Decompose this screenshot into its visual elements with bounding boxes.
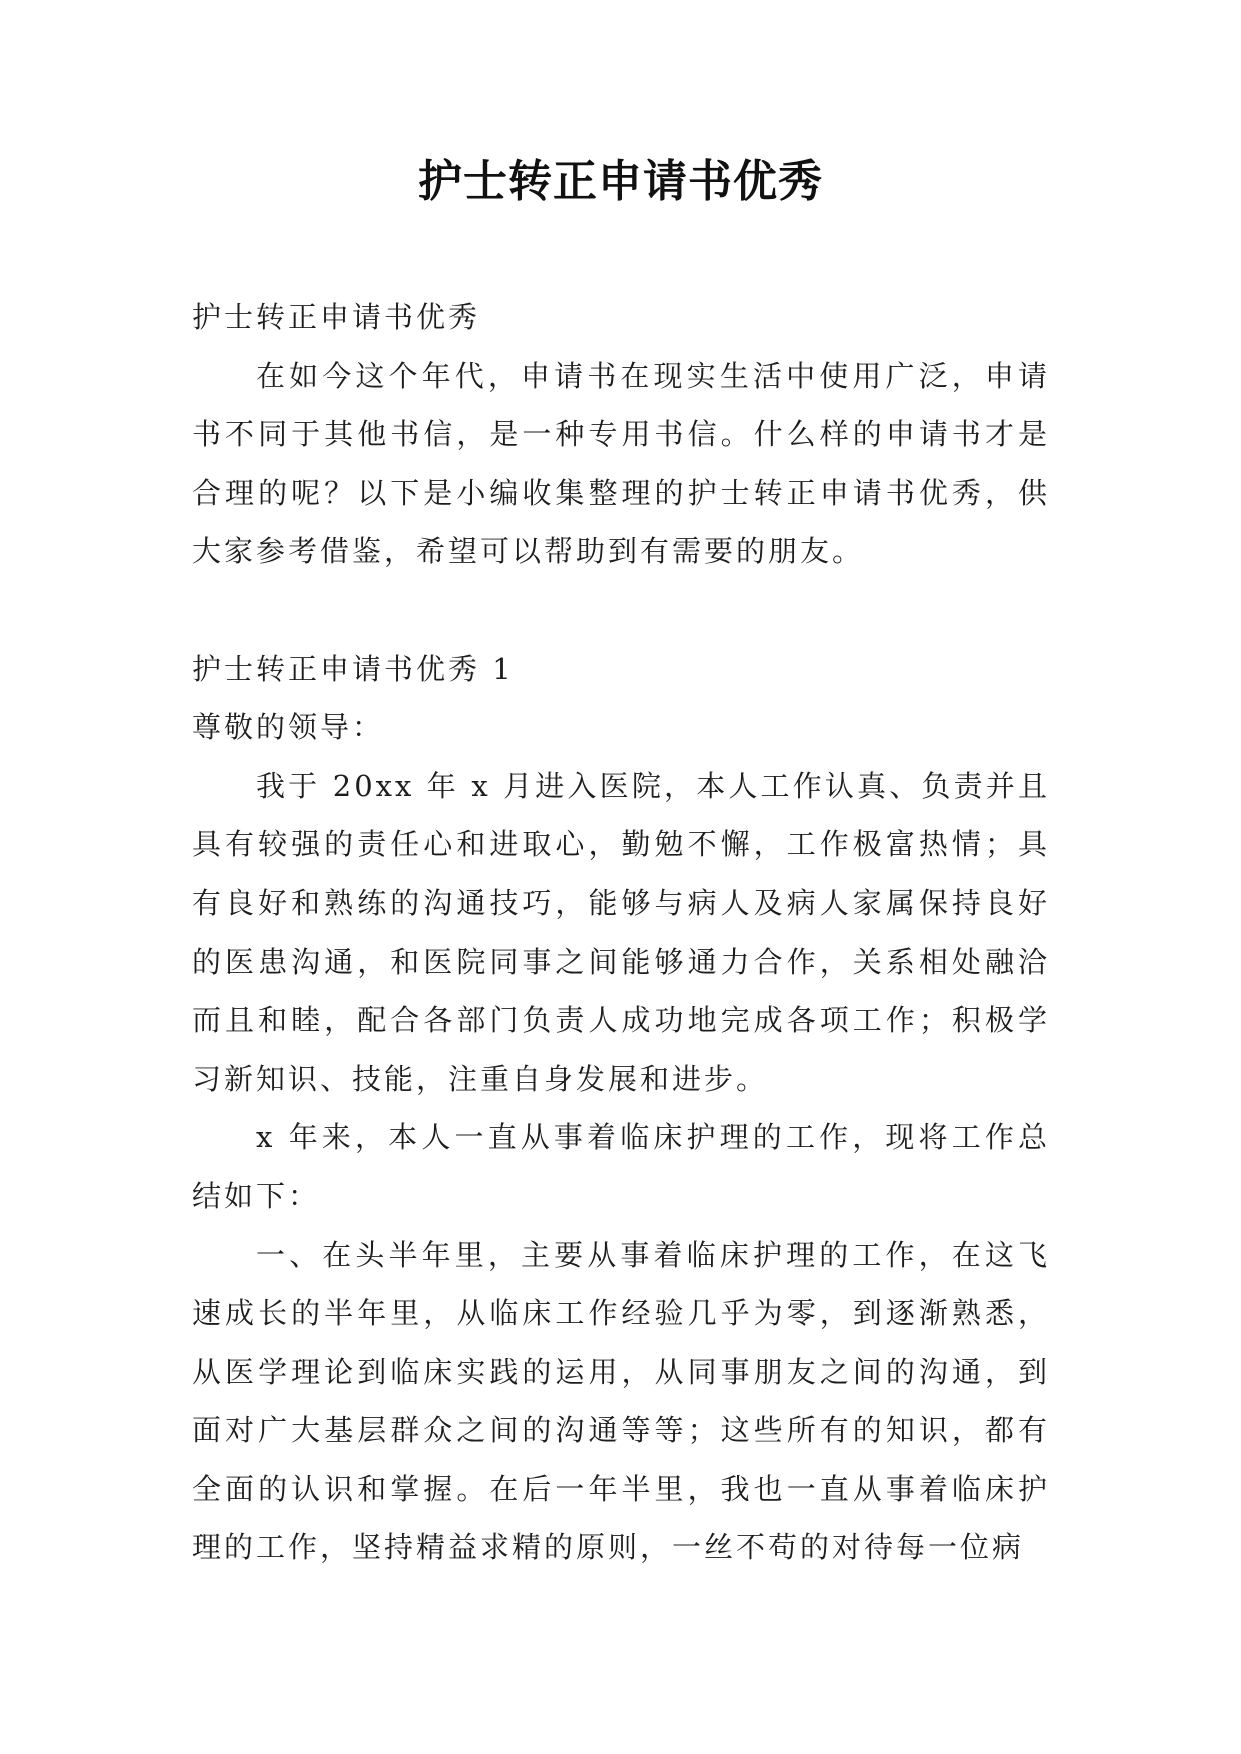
salutation: 尊敬的领导： [192, 710, 385, 745]
paragraph-spacer [192, 581, 1050, 640]
body-paragraph-2: x 年来，本人一直从事着临床护理的工作，现将工作总结如下： [192, 1120, 1050, 1213]
body-paragraph-3: 一、在头半年里，主要从事着临床护理的工作，在这飞速成长的半年里，从临床工作经验几乎为零，到逐渐熟悉，从医学理论到临床实践的运用，从同事朋友之间的沟通，到面对广大基层群众之间的沟通等等；这些所有的知识，都有全面的认识和掌握。在后一年半里，我也一直从事着临床护理的工作，坚持精益求精的原则，一丝不苟的对待每一位病 [192, 1237, 1050, 1565]
document-body [192, 288, 1050, 1577]
document-title: 护士转正申请书优秀 [418, 156, 823, 207]
section-heading: 护士转正申请书优秀 1 [192, 651, 514, 686]
body-paragraph-1: 我于 20xx 年 x 月进入医院，本人工作认真、负责并且具有较强的责任心和进取心，勤勉不懈，工作极富热情；具有良好和熟练的沟通技巧，能够与病人及病人家属保持良好的医患沟通，和医院同事之间能够通力合作，关系相处融洽而且和睦，配合各部门负责人成功地完成各项工作；积极学习新知识、技能，注重自身发展和进步。 [192, 768, 1050, 1096]
subtitle-paragraph: 护士转正申请书优秀 [192, 300, 481, 334]
intro-paragraph: 在如今这个年代，申请书在现实生活中使用广泛，申请书不同于其他书信，是一种专用书信。什么样的申请书才是合理的呢？以下是小编收集整理的护士转正申请书优秀，供大家参考借鉴，希望可以帮助到有需要的朋友。 [192, 358, 1050, 569]
